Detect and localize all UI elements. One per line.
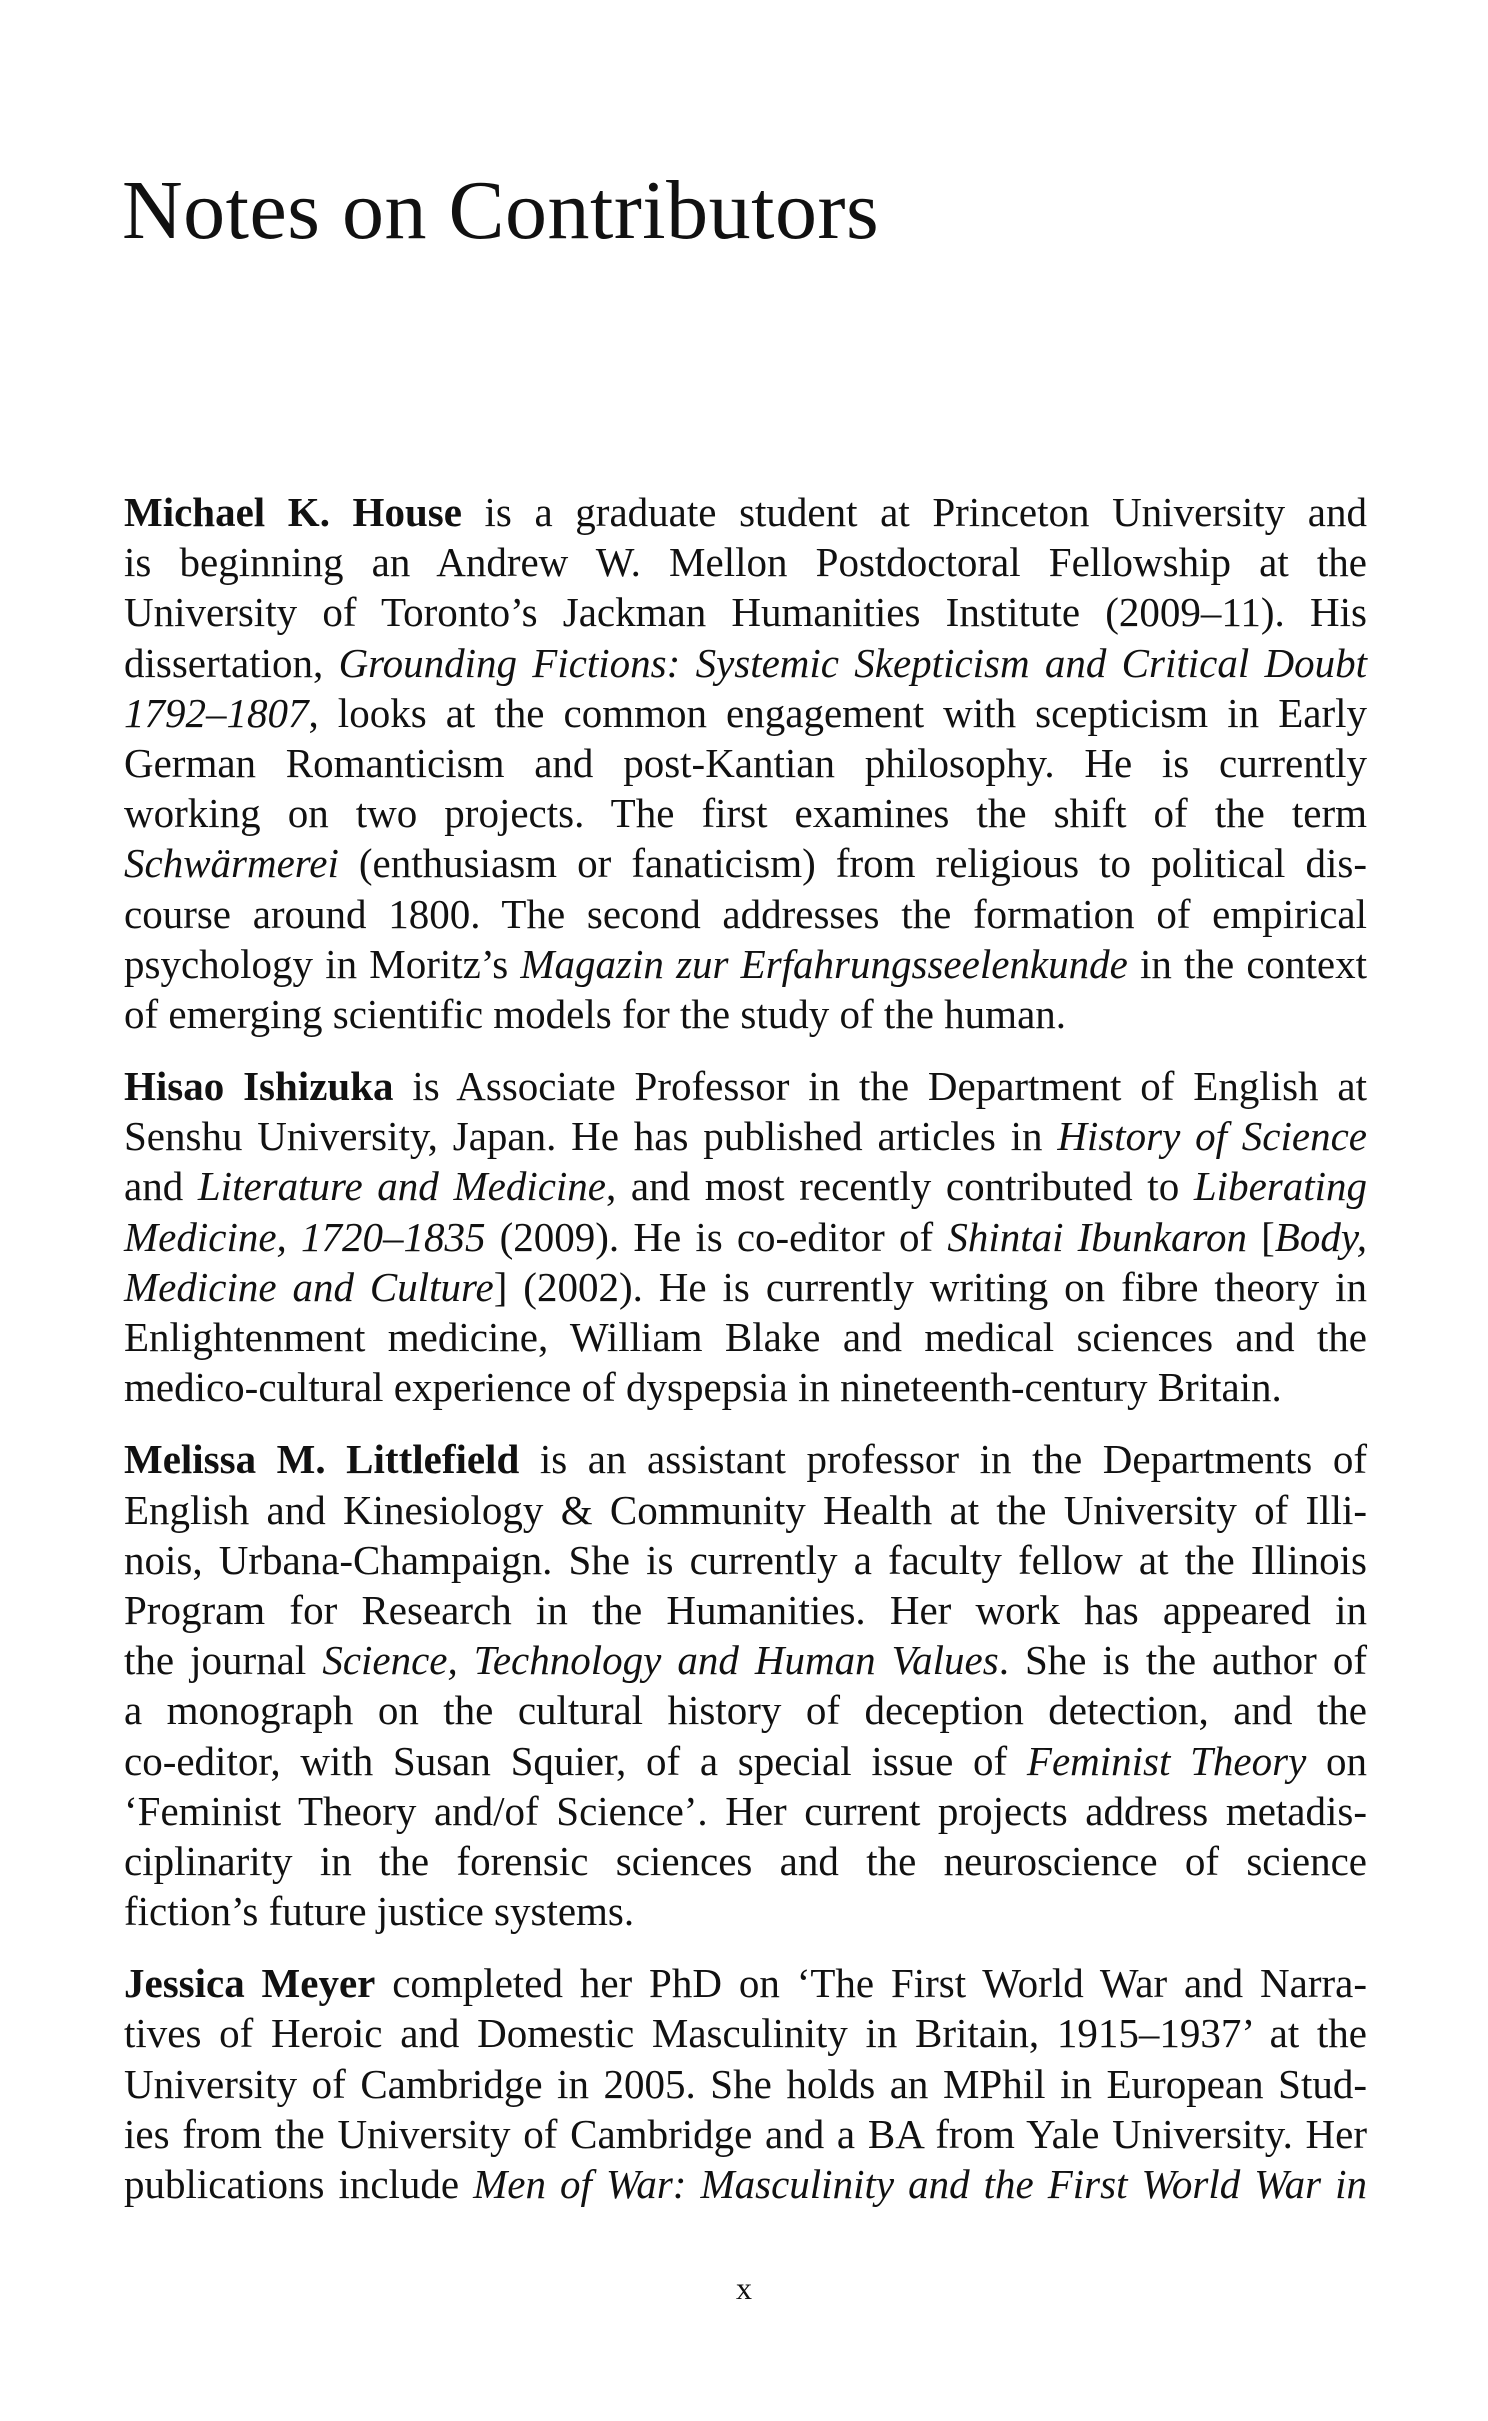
body-text: Enlightenment medicine, William Blake and medical sciences and the xyxy=(124,1314,1367,1360)
text-line xyxy=(124,1061,1367,1111)
text-line xyxy=(124,1886,1367,1936)
italic-title-text: 1792–1807 xyxy=(124,689,309,736)
body-text: working on two projects. The first examines the shift of the term xyxy=(124,790,1367,837)
body-text: , and most recently contributed to xyxy=(606,1163,1194,1210)
italic-title-text: Liberating xyxy=(1193,1163,1368,1210)
body-text: completed her PhD on ‘The First World War and Narra- xyxy=(375,1960,1367,2007)
body-text: co-editor, with Susan Squier, of a special issue of xyxy=(124,1737,1027,1784)
body-text: fiction’s future justice systems. xyxy=(124,1888,635,1935)
italic-title-text: Feminist Theory xyxy=(1026,1737,1307,1784)
italic-title-text: History of Science xyxy=(1057,1113,1367,1160)
body-text: ies from the University of Cambridge and a BA from Yale University. Her xyxy=(124,2110,1367,2157)
italic-title-text: Literature and Medicine xyxy=(197,1163,607,1210)
text-line xyxy=(124,587,1367,637)
text-line xyxy=(124,1836,1367,1886)
contributor-entry xyxy=(124,1061,1367,1412)
contributor-entry xyxy=(124,1434,1367,1936)
italic-title-text: Men of War: Masculinity and the First World War in xyxy=(473,2161,1368,2207)
text-line xyxy=(124,889,1367,939)
body-text: English and Kinesiology & Community Health at the University of Illi- xyxy=(124,1486,1367,1533)
page-number: x xyxy=(736,2270,752,2306)
body-text: is Associate Professor in the Department of English at xyxy=(393,1063,1367,1110)
contributor-entry xyxy=(124,1958,1367,2209)
body-text: is an assistant professor in the Departments of xyxy=(519,1436,1367,1483)
text-line xyxy=(124,1212,1367,1262)
text-line xyxy=(124,939,1367,989)
italic-title-text: Medicine and Culture xyxy=(124,1263,494,1310)
body-text: [ xyxy=(1246,1213,1275,1260)
body-text: is a graduate student at Princeton University and xyxy=(461,489,1367,535)
body-text: tives of Heroic and Domestic Masculinity in Britain, 1915–1937’ at the xyxy=(124,2010,1367,2057)
text-line xyxy=(124,2109,1367,2159)
text-line xyxy=(124,1362,1367,1412)
body-text: ciplinarity in the forensic sciences and the neuroscience of science xyxy=(124,1837,1367,1884)
body-text: University of Cambridge in 2005. She holds an MPhil in European Stud- xyxy=(124,2060,1367,2107)
contributor-name: Jessica Meyer xyxy=(124,1960,376,2007)
text-line xyxy=(124,1161,1367,1211)
contributor-entry xyxy=(124,487,1367,1039)
text-line xyxy=(124,1312,1367,1362)
body-text: a monograph on the cultural history of deception detection, and the xyxy=(124,1687,1367,1734)
text-line xyxy=(124,788,1367,838)
italic-title-text: Schwärmerei xyxy=(124,840,339,887)
page-title: Notes on Contributors xyxy=(122,164,880,257)
text-line xyxy=(124,537,1367,587)
body-text: (enthusiasm or fanaticism) from religious to political dis- xyxy=(338,840,1367,887)
italic-title-text: Grounding Fictions: Systemic Skepticism and Critical Doubt xyxy=(338,639,1368,686)
body-text: nois, Urbana-Champaign. She is currently a faculty fellow at the Illinois xyxy=(124,1536,1367,1583)
body-text: dissertation, xyxy=(124,639,339,686)
text-line xyxy=(124,1262,1367,1312)
text-line xyxy=(124,487,1367,537)
text-line xyxy=(124,738,1367,788)
text-line xyxy=(124,688,1367,738)
text-line xyxy=(124,2059,1367,2109)
text-line xyxy=(124,1635,1367,1685)
body-text: course around 1800. The second addresses the formation of empirical xyxy=(124,890,1367,937)
body-text: ‘Feminist Theory and/of Science’. Her current projects address metadis- xyxy=(124,1787,1367,1834)
text-line xyxy=(124,2008,1367,2058)
text-line xyxy=(124,1111,1367,1161)
text-line xyxy=(124,838,1367,888)
italic-title-text: Magazin zur Erfahrungsseelenkunde xyxy=(520,940,1128,987)
body-text: publications include xyxy=(124,2161,474,2207)
body-text: Senshu University, Japan. He has published articles in xyxy=(124,1113,1058,1160)
body-text: ] (2002). He is currently writing on fibre theory in xyxy=(493,1263,1368,1310)
text-line xyxy=(124,1685,1367,1735)
text-line xyxy=(124,1535,1367,1585)
text-line xyxy=(124,1786,1367,1836)
contributors-list xyxy=(124,487,1367,2231)
text-line xyxy=(124,1958,1367,2008)
italic-title-text: Body, xyxy=(1274,1213,1368,1260)
text-line xyxy=(124,1434,1367,1484)
body-text: and xyxy=(124,1163,198,1210)
text-line xyxy=(124,989,1367,1039)
body-text: on xyxy=(1306,1737,1368,1784)
body-text: . She is the author of xyxy=(998,1637,1367,1684)
body-text: Program for Research in the Humanities. Her work has appeared in xyxy=(124,1586,1367,1633)
body-text: in the context xyxy=(1127,940,1367,987)
body-text: German Romanticism and post-Kantian philosophy. He is currently xyxy=(124,739,1367,786)
italic-title-text: Shintai Ibunkaron xyxy=(947,1213,1247,1260)
text-line xyxy=(124,2159,1367,2209)
body-text: of emerging scientific models for the study of the human. xyxy=(124,990,1067,1037)
body-text: psychology in Moritz’s xyxy=(124,940,521,987)
text-line xyxy=(124,1485,1367,1535)
body-text: is beginning an Andrew W. Mellon Postdoctoral Fellowship at the xyxy=(124,539,1367,586)
italic-title-text: Medicine, 1720–1835 xyxy=(124,1213,486,1260)
text-line xyxy=(124,638,1367,688)
body-text: (2009). He is co-editor of xyxy=(485,1213,948,1260)
text-line xyxy=(124,1736,1367,1786)
body-text: medico-cultural experience of dyspepsia in nineteenth-century Britain. xyxy=(124,1364,1282,1411)
text-line xyxy=(124,1585,1367,1635)
contributor-name: Michael K. House xyxy=(124,489,462,535)
body-text: the journal xyxy=(124,1637,323,1684)
body-text: University of Toronto’s Jackman Humanities Institute (2009–11). His xyxy=(124,589,1367,636)
italic-title-text: Science, Technology and Human Values xyxy=(322,1637,999,1684)
contributor-name: Melissa M. Littlefield xyxy=(124,1436,520,1483)
body-text: , looks at the common engagement with scepticism in Early xyxy=(308,689,1367,736)
contributor-name: Hisao Ishizuka xyxy=(124,1063,394,1110)
